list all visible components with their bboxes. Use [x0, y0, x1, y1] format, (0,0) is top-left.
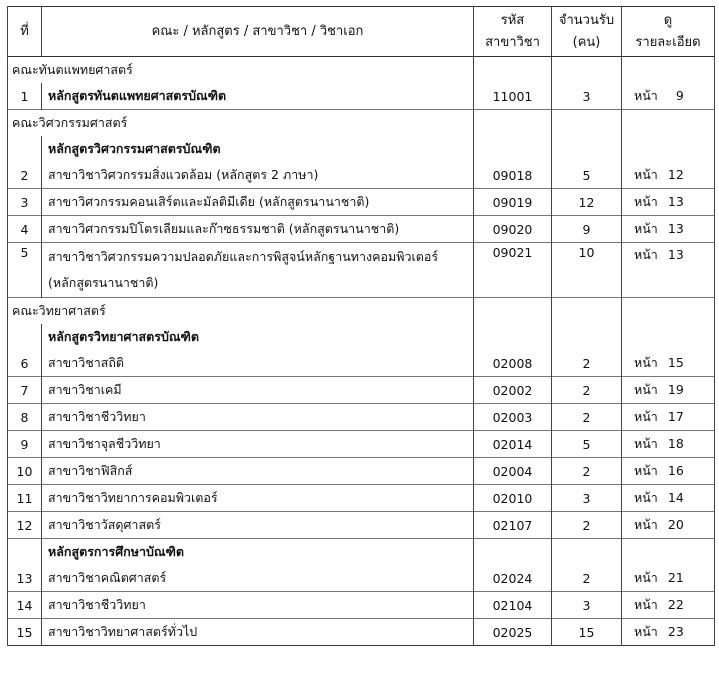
- row-count: 3: [552, 592, 622, 619]
- empty-cell: [8, 324, 42, 350]
- program-row: [8, 539, 715, 566]
- row-no: 5: [8, 243, 42, 298]
- row-page: [622, 565, 715, 592]
- page-label: หน้า: [634, 490, 658, 505]
- table-row: [8, 404, 715, 431]
- page-label: หน้า: [634, 247, 658, 262]
- page-label: หน้า: [634, 194, 658, 209]
- faculty-row-dentistry: [8, 57, 715, 84]
- table-row: [8, 243, 715, 298]
- row-count: 2: [552, 458, 622, 485]
- row-page: [622, 592, 715, 619]
- empty-cell: [552, 539, 622, 566]
- row-name: สาขาวิชาคณิตศาสตร์: [42, 565, 474, 592]
- page-number: 13: [667, 247, 684, 262]
- page-number: 12: [667, 167, 684, 182]
- row-name: สาขาวิชาวิศวกรรมสิ่งแวดล้อม (หลักสูตร 2 ภาษา): [42, 162, 474, 189]
- row-count: 2: [552, 350, 622, 377]
- page-number: 20: [667, 517, 684, 532]
- program-row: [8, 324, 715, 350]
- row-code: 02003: [474, 404, 552, 431]
- empty-cell: [622, 57, 715, 84]
- page-number: 16: [667, 463, 684, 478]
- header-code: [474, 7, 552, 57]
- row-page: [622, 485, 715, 512]
- empty-cell: [474, 324, 552, 350]
- row-code: 02004: [474, 458, 552, 485]
- table-row: [8, 216, 715, 243]
- row-count: 3: [552, 83, 622, 110]
- row-no: 10: [8, 458, 42, 485]
- row-name-line1: สาขาวิชาวิศวกรรมความปลอดภัยและการพิสูจน์หลักฐานทางคอมพิวเตอร์: [48, 249, 439, 264]
- table-row: [8, 162, 715, 189]
- page-number: 22: [667, 597, 684, 612]
- row-name: สาขาวิชาฟิสิกส์: [42, 458, 474, 485]
- row-code: 02107: [474, 512, 552, 539]
- table-row: [8, 485, 715, 512]
- row-name: สาขาวิศวกรรมคอนเสิร์ตและมัลติมีเดีย (หลักสูตรนานาชาติ): [42, 189, 474, 216]
- empty-cell: [8, 539, 42, 566]
- row-name-line2: (หลักสูตรนานาชาติ): [48, 275, 159, 290]
- page-number: 19: [667, 382, 684, 397]
- row-name: หลักสูตรทันตแพทยศาสตรบัณฑิต: [42, 83, 474, 110]
- row-page: [622, 83, 715, 110]
- row-code: 02002: [474, 377, 552, 404]
- row-count: 3: [552, 485, 622, 512]
- page-label: หน้า: [634, 597, 658, 612]
- row-count: 5: [552, 431, 622, 458]
- empty-cell: [622, 136, 715, 162]
- row-name: สาขาวิชาจุลชีววิทยา: [42, 431, 474, 458]
- row-page: [622, 377, 715, 404]
- page-number: 13: [667, 194, 684, 209]
- empty-cell: [552, 110, 622, 137]
- row-page: [622, 243, 715, 298]
- page-number: 21: [667, 570, 684, 585]
- empty-cell: [552, 324, 622, 350]
- row-code: 02008: [474, 350, 552, 377]
- row-count: 2: [552, 565, 622, 592]
- empty-cell: [552, 136, 622, 162]
- row-no: 4: [8, 216, 42, 243]
- page-label: หน้า: [634, 355, 658, 370]
- table-row: [8, 565, 715, 592]
- row-no: 7: [8, 377, 42, 404]
- row-name: สาขาวิศวกรรมปิโตรเลียมและก๊าซธรรมชาติ (หลักสูตรนานาชาติ): [42, 216, 474, 243]
- empty-cell: [474, 110, 552, 137]
- row-no: 9: [8, 431, 42, 458]
- page-number: 18: [667, 436, 684, 451]
- table-row: [8, 512, 715, 539]
- row-no: 6: [8, 350, 42, 377]
- header-name: คณะ / หลักสูตร / สาขาวิชา / วิชาเอก: [42, 7, 474, 57]
- empty-cell: [622, 110, 715, 137]
- row-count: 9: [552, 216, 622, 243]
- row-code: 09018: [474, 162, 552, 189]
- empty-cell: [622, 298, 715, 325]
- table-row: [8, 377, 715, 404]
- table-row: [8, 83, 715, 110]
- faculty-row-engineering: [8, 110, 715, 137]
- row-no: 12: [8, 512, 42, 539]
- empty-cell: [622, 539, 715, 566]
- empty-cell: [474, 57, 552, 84]
- header-count: [552, 7, 622, 57]
- header-detail-line2: รายละเอียด: [635, 34, 701, 50]
- row-count: 10: [552, 243, 622, 298]
- program-title: หลักสูตรวิศวกรรมศาสตรบัณฑิต: [42, 136, 474, 162]
- page-number: 9: [675, 88, 684, 103]
- row-code: 09021: [474, 243, 552, 298]
- page-label: หน้า: [634, 517, 658, 532]
- page-label: หน้า: [634, 167, 658, 182]
- page-label: หน้า: [634, 436, 658, 451]
- row-no: 8: [8, 404, 42, 431]
- header-detail-line1: ดู: [663, 12, 673, 28]
- row-no: 3: [8, 189, 42, 216]
- empty-cell: [552, 57, 622, 84]
- program-title: หลักสูตรวิทยาศาสตรบัณฑิต: [42, 324, 474, 350]
- row-name: สาขาวิชาชีววิทยา: [42, 404, 474, 431]
- faculty-title: คณะทันตแพทยศาสตร์: [8, 57, 474, 84]
- row-code: 02024: [474, 565, 552, 592]
- table-row: [8, 458, 715, 485]
- row-count: 2: [552, 377, 622, 404]
- row-name: สาขาวิชาเคมี: [42, 377, 474, 404]
- faculty-title: คณะวิศวกรรมศาสตร์: [8, 110, 474, 137]
- program-row: [8, 136, 715, 162]
- page-label: หน้า: [634, 382, 658, 397]
- row-count: 15: [552, 619, 622, 646]
- row-no: 2: [8, 162, 42, 189]
- row-code: 09019: [474, 189, 552, 216]
- row-name: สาขาวิชาสถิติ: [42, 350, 474, 377]
- row-no: 14: [8, 592, 42, 619]
- page-number: 14: [667, 490, 684, 505]
- table-row: [8, 592, 715, 619]
- row-page: [622, 162, 715, 189]
- row-code: 02025: [474, 619, 552, 646]
- page-number: 15: [667, 355, 684, 370]
- header-count-line2: (คน): [572, 34, 601, 50]
- page-number: 23: [667, 624, 684, 639]
- empty-cell: [474, 136, 552, 162]
- table-header-row: [8, 7, 715, 57]
- row-page: [622, 189, 715, 216]
- page-label: หน้า: [634, 570, 658, 585]
- header-code-line2: สาขาวิชา: [485, 34, 540, 50]
- row-count: 12: [552, 189, 622, 216]
- row-page: [622, 350, 715, 377]
- page-label: หน้า: [634, 88, 658, 103]
- faculty-row-science: [8, 298, 715, 325]
- table-row: [8, 189, 715, 216]
- row-page: [622, 404, 715, 431]
- table-row: [8, 431, 715, 458]
- empty-cell: [622, 324, 715, 350]
- row-page: [622, 512, 715, 539]
- table-row: [8, 350, 715, 377]
- page-label: หน้า: [634, 409, 658, 424]
- empty-cell: [552, 298, 622, 325]
- row-count: 2: [552, 404, 622, 431]
- page-number: 17: [667, 409, 684, 424]
- faculty-title: คณะวิทยาศาสตร์: [8, 298, 474, 325]
- row-page: [622, 619, 715, 646]
- row-code: 02010: [474, 485, 552, 512]
- row-code: 02014: [474, 431, 552, 458]
- row-page: [622, 431, 715, 458]
- page-label: หน้า: [634, 463, 658, 478]
- row-no: 15: [8, 619, 42, 646]
- row-page: [622, 458, 715, 485]
- page-label: หน้า: [634, 624, 658, 639]
- row-no: 11: [8, 485, 42, 512]
- header-code-line1: รหัส: [500, 12, 525, 28]
- row-count: 5: [552, 162, 622, 189]
- row-no: 13: [8, 565, 42, 592]
- admission-table: [7, 6, 715, 646]
- row-count: 2: [552, 512, 622, 539]
- row-name: สาขาวิชาวัสดุศาสตร์: [42, 512, 474, 539]
- header-count-line1: จำนวนรับ: [558, 12, 615, 28]
- row-page: [622, 216, 715, 243]
- page-number: 13: [667, 221, 684, 236]
- row-name: [42, 243, 474, 298]
- page-label: หน้า: [634, 221, 658, 236]
- row-no: 1: [8, 83, 42, 110]
- header-no: ที่: [8, 7, 42, 57]
- row-code: 02104: [474, 592, 552, 619]
- header-detail: [622, 7, 715, 57]
- empty-cell: [474, 539, 552, 566]
- row-code: 09020: [474, 216, 552, 243]
- row-name: สาขาวิชาวิทยาการคอมพิวเตอร์: [42, 485, 474, 512]
- table-row: [8, 619, 715, 646]
- empty-cell: [474, 298, 552, 325]
- empty-cell: [8, 136, 42, 162]
- row-code: 11001: [474, 83, 552, 110]
- program-title: หลักสูตรการศึกษาบัณฑิต: [42, 539, 474, 566]
- row-name: สาขาวิชาวิทยาศาสตร์ทั่วไป: [42, 619, 474, 646]
- row-name: สาขาวิชาชีววิทยา: [42, 592, 474, 619]
